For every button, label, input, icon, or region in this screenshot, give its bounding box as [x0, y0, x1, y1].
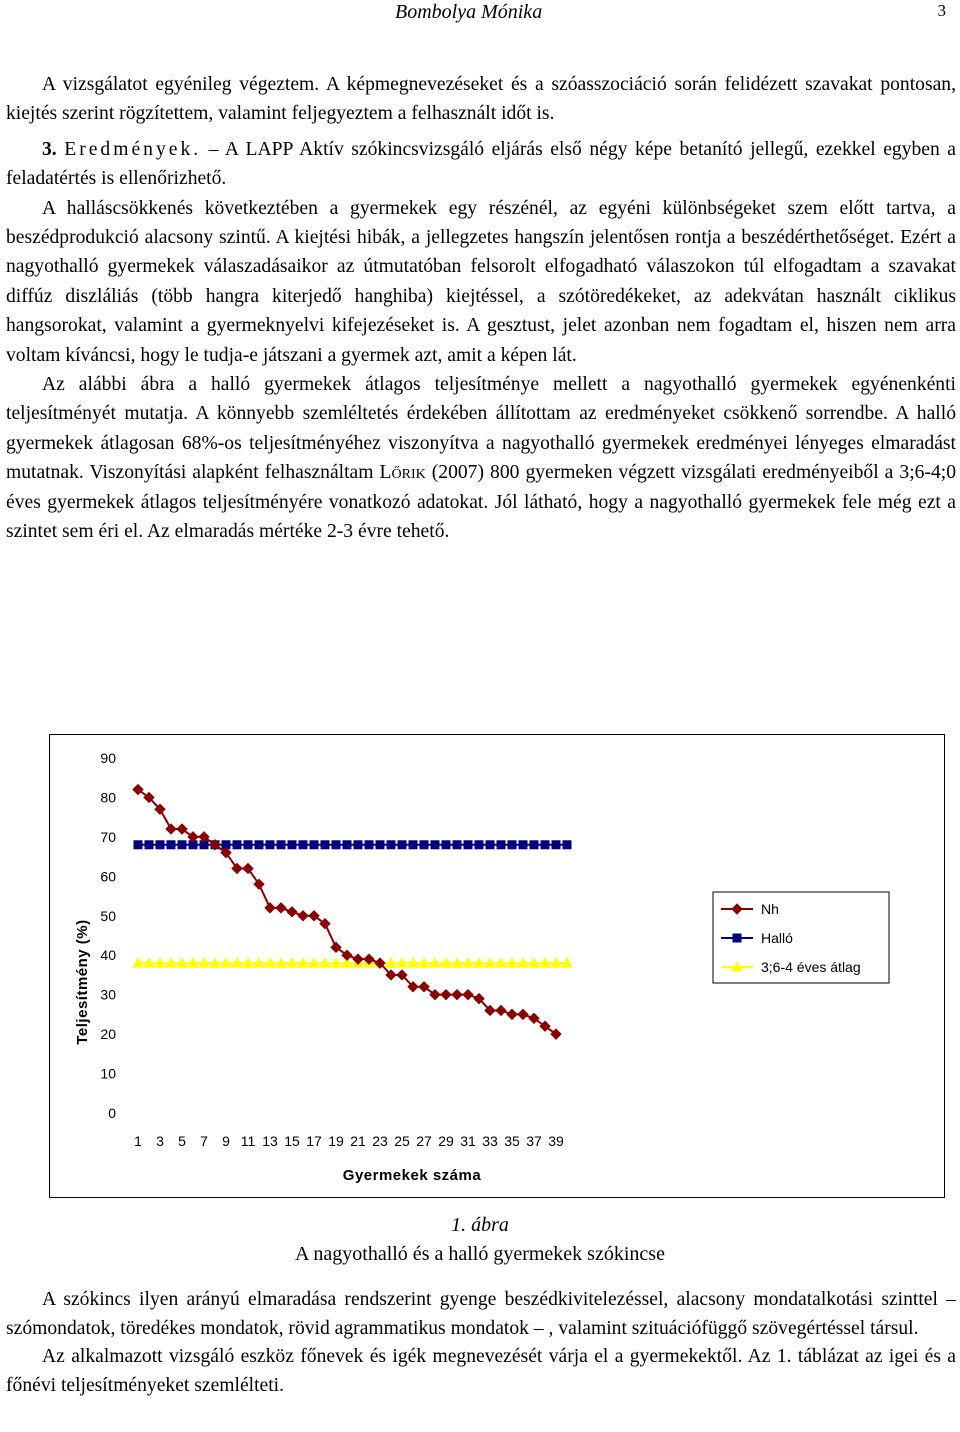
data-point [145, 841, 153, 849]
author-name-initial: L [379, 462, 392, 484]
data-point [156, 841, 164, 849]
data-point [266, 841, 274, 849]
y-axis [100, 750, 116, 1121]
data-point [178, 841, 186, 849]
x-tick-label: 27 [416, 1133, 432, 1149]
x-tick-label: 13 [262, 1133, 278, 1149]
data-point [486, 841, 494, 849]
data-point [563, 841, 571, 849]
data-point [299, 841, 307, 849]
data-point [332, 841, 340, 849]
data-point [376, 841, 384, 849]
x-tick-label: 33 [482, 1133, 498, 1149]
data-point [497, 841, 505, 849]
data-point [398, 841, 406, 849]
x-axis [134, 1133, 564, 1149]
legend-marker [733, 934, 741, 942]
chart-frame [49, 734, 945, 1198]
x-tick-label: 3 [156, 1133, 164, 1149]
series-0 [133, 785, 561, 1040]
chart-legend [713, 892, 889, 983]
y-tick-label: 30 [100, 986, 116, 1003]
x-tick-label: 15 [284, 1133, 300, 1149]
paragraph-results-intro [6, 135, 956, 194]
series-lines [133, 785, 572, 1040]
figure-number: 1. ábra [451, 1214, 509, 1236]
paragraph-text-b: (2007) 800 gyermeken végzett vizsgálati eredményeiből a 3;6-4;0 éves gyermekek átlagos teljesítményére vonatkozó adatokat. Jól látható, hogy a nagyothalló gyermekek fele még ezt a szintet sem éri el. Az elmaradás mértéke 2-3 évre tehető. [6, 462, 957, 543]
y-axis-label: Teljesítmény (%) [74, 919, 91, 1045]
data-point [519, 841, 527, 849]
legend-label: Nh [761, 901, 779, 917]
x-tick-label: 19 [328, 1133, 344, 1149]
y-tick-label: 10 [100, 1065, 116, 1082]
y-tick-label: 80 [100, 789, 116, 806]
x-tick-label: 37 [526, 1133, 542, 1149]
y-tick-label: 90 [100, 750, 116, 766]
x-tick-label: 21 [350, 1133, 366, 1149]
y-tick-label: 0 [108, 1105, 116, 1121]
data-point [255, 841, 263, 849]
header-author: Bombolya Mónika [395, 1, 543, 23]
data-point [365, 841, 373, 849]
x-tick-label: 17 [306, 1133, 322, 1149]
data-point [354, 841, 362, 849]
paragraph-consequences: A szókincs ilyen arányú elmaradása rendszerint gyenge beszédkivitelezéssel, alacsony mondatalkotási szinttel – szómondatok, töredékes mondatok, rövid agrammatikus mondatok – , valamint szituációfüggő szövegértéssel társul. [6, 1289, 956, 1339]
figure-title: A nagyothalló és a halló gyermekek szókincse [295, 1243, 665, 1265]
data-point [552, 841, 560, 849]
data-point [420, 841, 428, 849]
y-tick-label: 60 [100, 868, 116, 885]
x-tick-label: 5 [178, 1133, 186, 1149]
paragraph-text-a: Az alábbi ábra a halló gyermekek átlagos teljesítménye mellett a nagyothalló gyermekek egyénenkénti teljesítményét mutatja. A könnyebb szemléltetés érdekében állítottam az eredményeket csökkenő sorrendbe. A halló gyermekek átlagosan 68%-os teljesítményéhez viszonyítva a nagyothalló gyermekek eredményei lényeges elmaradást mutatnak. Viszonyítási alapként felhasználtam [6, 374, 956, 484]
legend-label: Halló [761, 930, 793, 946]
y-tick-label: 50 [100, 907, 116, 924]
x-tick-label: 23 [372, 1133, 388, 1149]
series-1 [134, 841, 571, 849]
data-point [475, 841, 483, 849]
page-header [0, 0, 960, 30]
series-line [138, 790, 556, 1035]
data-point [507, 1009, 517, 1019]
data-point [298, 911, 308, 921]
data-point [310, 841, 318, 849]
data-point [541, 841, 549, 849]
y-tick-label: 70 [100, 828, 116, 845]
data-point [233, 841, 241, 849]
x-tick-label: 39 [548, 1133, 564, 1149]
x-tick-label: 25 [394, 1133, 410, 1149]
data-point [409, 841, 417, 849]
data-point [321, 841, 329, 849]
data-point [276, 903, 286, 913]
vocabulary-line-chart [50, 735, 944, 1197]
x-tick-label: 7 [200, 1133, 208, 1149]
paragraph-figure-description [6, 370, 956, 546]
body-text [6, 70, 956, 547]
y-tick-label: 40 [100, 947, 116, 964]
data-point [265, 903, 275, 913]
data-point [166, 824, 176, 834]
x-tick-label: 29 [438, 1133, 454, 1149]
author-name-rest: őrik [391, 462, 426, 484]
x-tick-label: 9 [222, 1133, 230, 1149]
legend-label: 3;6-4 éves átlag [761, 959, 861, 975]
paragraph-table-intro: Az alkalmazott vizsgáló eszköz főnevek és igék megnevezését várja el a gyermekektől. Az 1. táblázat az igei és a főnévi teljesítményeket szemlélteti. [6, 1346, 956, 1396]
data-point [441, 990, 451, 1000]
data-point [387, 841, 395, 849]
data-point [167, 841, 175, 849]
y-tick-label: 20 [100, 1026, 116, 1043]
data-point [452, 990, 462, 1000]
data-point [431, 841, 439, 849]
x-tick-label: 1 [134, 1133, 142, 1149]
series-2 [133, 958, 572, 967]
data-point [508, 841, 516, 849]
data-point [453, 841, 461, 849]
x-tick-label: 35 [504, 1133, 520, 1149]
data-point [464, 841, 472, 849]
x-axis-label: Gyermekek száma [342, 1167, 482, 1184]
x-tick-label: 31 [460, 1133, 476, 1149]
data-point [496, 1005, 506, 1015]
bottom-text [6, 1286, 956, 1400]
data-point [343, 841, 351, 849]
page-number: 3 [937, 1, 946, 20]
data-point [287, 907, 297, 917]
paragraph-procedure: A vizsgálatot egyénileg végeztem. A képmegnevezéseket és a szóasszociáció során felidézett szavakat pontosan, kiejtés szerint rögzítettem, valamint feljegyeztem a felhasznált időt is. [6, 74, 956, 125]
data-point [463, 990, 473, 1000]
x-tick-label: 11 [240, 1133, 256, 1149]
data-point [244, 841, 252, 849]
section-number: 3. [42, 138, 65, 160]
data-point [134, 841, 142, 849]
section-heading: Eredmények. [64, 138, 202, 160]
data-point [518, 1009, 528, 1019]
paragraph-hearing-loss: A halláscsökkenés következtében a gyermekek egy részénél, az egyéni különbségeket szem előtt tartva, a beszédprodukció alacsony szintű. A kiejtési hibák, a jellegzetes hangszín jelentősen rontja a beszédérthetőséget. Ezért a nagyothalló gyermekek válaszadásaikor az útmutatóban felsorolt elfogadható válaszokon túl elfogadtam a szavakat diffúz diszláliás (több hangra kiterjedő hanghiba) kiejtéssel, a szótöredékeket, az adekvátan használt ciklikus hangsorokat, valamint a gyermeknyelvi kifejezéseket is. A gesztust, jelet azonban nem fogadtam el, hiszen nem arra voltam kíváncsi, hogy le tudja-e játszani a gyermek azt, amit a képen lát. [6, 197, 956, 366]
data-point [442, 841, 450, 849]
data-point [277, 841, 285, 849]
data-point [530, 841, 538, 849]
section-intro-text: – A LAPP Aktív szókincsvizsgáló eljárás első négy képe betanító jellegű, ezekkel egyben a feladatértés is ellenőrizhető. [6, 138, 957, 190]
data-point [288, 841, 296, 849]
